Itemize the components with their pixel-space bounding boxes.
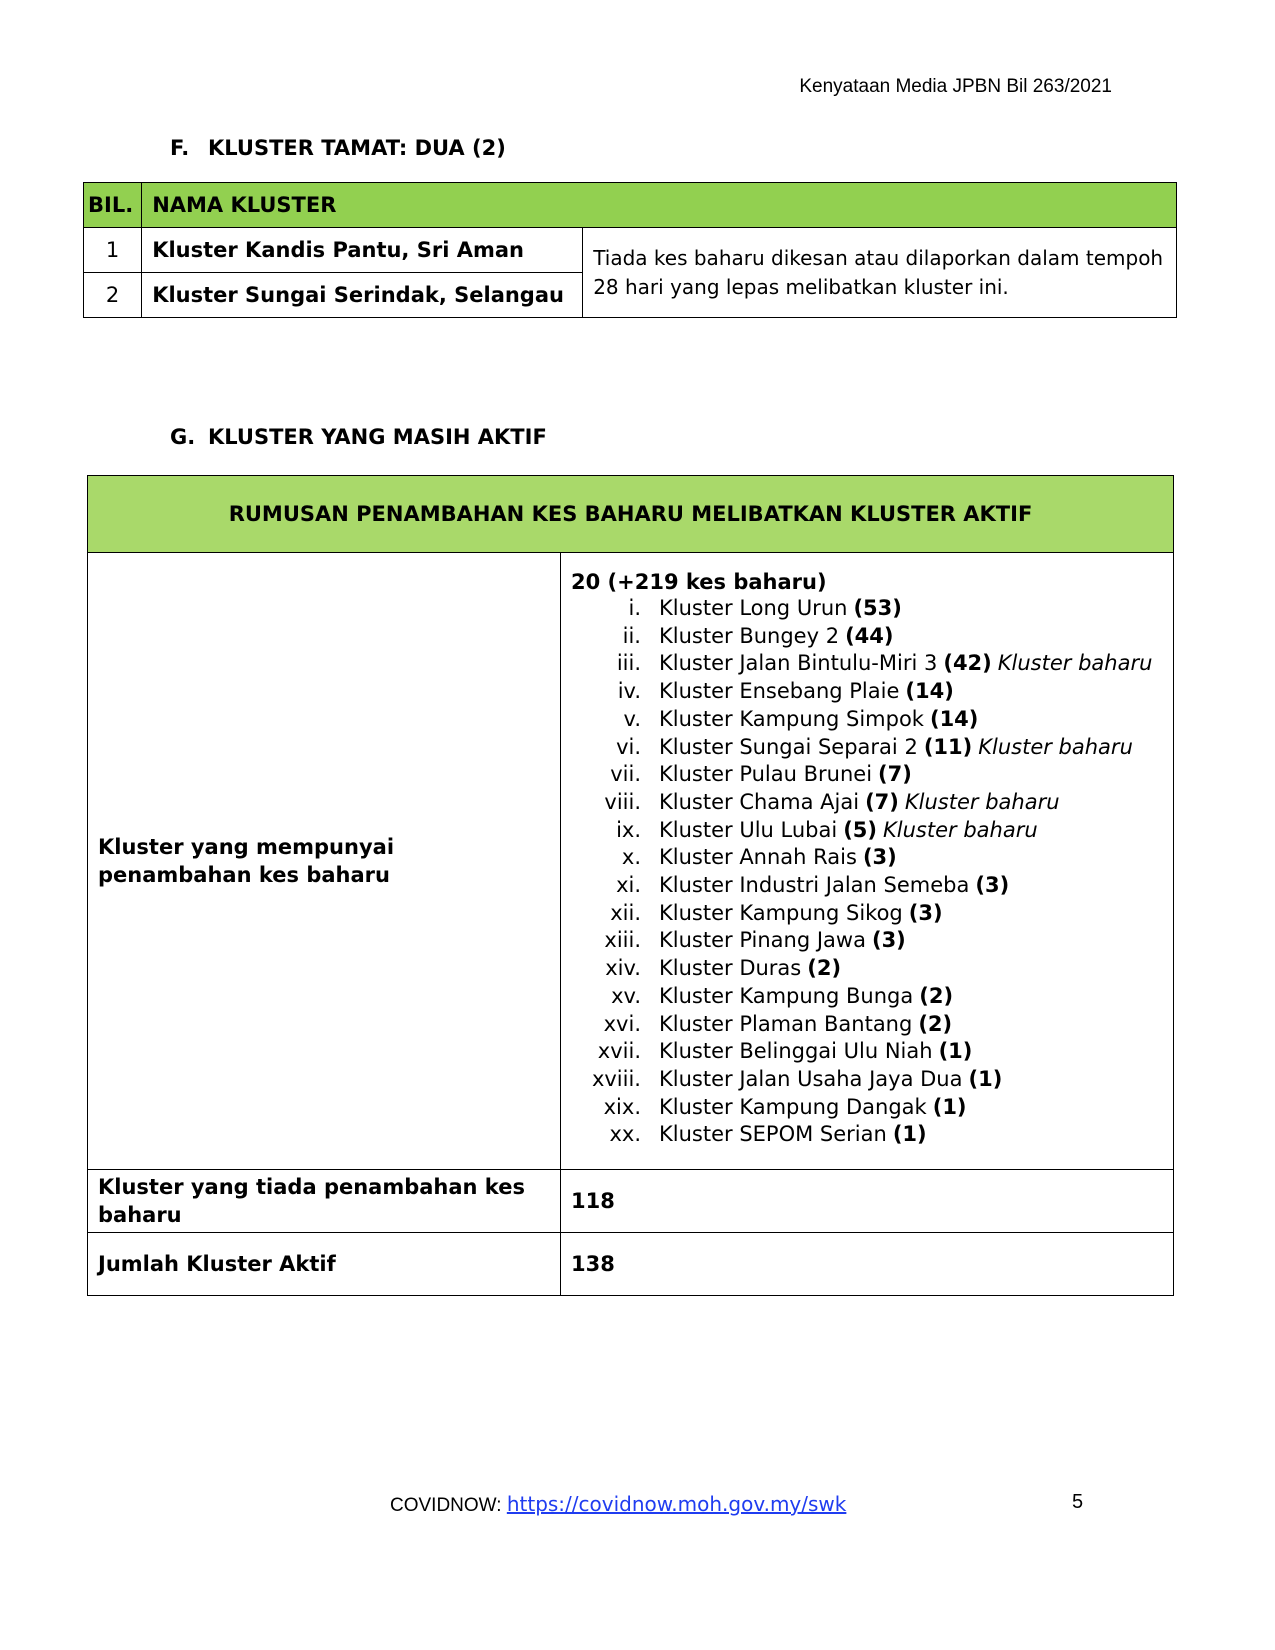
- list-item: [571, 900, 1163, 928]
- table-row: [84, 228, 1177, 273]
- table-row: [88, 1170, 1174, 1233]
- row-label-new-cases: Kluster yang mempunyai penambahan kes baharu: [88, 553, 561, 1170]
- list-item-case-count: (14): [929, 706, 979, 731]
- list-item-numeral: xviii.: [591, 1066, 641, 1091]
- list-item: [571, 872, 1163, 900]
- row-label-total-active: Jumlah Kluster Aktif: [88, 1233, 561, 1296]
- active-clusters-table: [87, 475, 1174, 1296]
- list-item-cluster-name: Kluster Ulu Lubai: [659, 817, 838, 842]
- list-item-numeral: ix.: [616, 817, 641, 842]
- list-item-cluster-name: Kluster Plaman Bantang: [659, 1011, 913, 1036]
- list-item-cluster-name: Kluster Belinggai Ulu Niah: [659, 1039, 933, 1064]
- list-item-case-count: (3): [975, 873, 1010, 898]
- list-item-case-count: (1): [938, 1039, 973, 1064]
- list-item-numeral: vi.: [616, 734, 641, 759]
- list-item-numeral: xiii.: [604, 928, 641, 953]
- total-active-count: 138: [561, 1233, 1174, 1296]
- list-item-case-count: (2): [807, 956, 842, 981]
- section-f-heading: KLUSTER TAMAT: DUA (2): [208, 136, 506, 160]
- section-g-heading: KLUSTER YANG MASIH AKTIF: [208, 425, 547, 449]
- list-item-numeral: vii.: [610, 762, 641, 787]
- list-item-numeral: i.: [628, 596, 641, 620]
- list-item-cluster-name: Kluster Kampung Simpok: [659, 706, 924, 731]
- table-row: [88, 1233, 1174, 1296]
- list-item-case-count: (42): [943, 651, 992, 676]
- list-item: [571, 734, 1163, 762]
- list-item: [571, 1038, 1163, 1066]
- list-item-case-count: (3): [871, 928, 906, 953]
- list-item-cluster-name: Kluster Long Urun: [659, 596, 848, 620]
- list-item-numeral: xiv.: [605, 956, 641, 981]
- list-item-case-count: (1): [892, 1122, 927, 1147]
- list-item-cluster-name: Kluster Kampung Bunga: [659, 983, 914, 1008]
- no-new-cases-count: 118: [561, 1170, 1174, 1233]
- list-item-case-count: (53): [853, 596, 902, 620]
- list-item-case-count: (3): [862, 845, 897, 870]
- list-item-cluster-name: Kluster Pinang Jawa: [659, 928, 866, 953]
- cluster-name: Kluster Kandis Pantu, Sri Aman: [142, 228, 583, 273]
- list-item-numeral: v.: [623, 706, 641, 731]
- list-item: [571, 955, 1163, 983]
- list-item-case-count: (44): [845, 623, 894, 648]
- list-item: [571, 789, 1163, 817]
- list-item-cluster-name: Kluster SEPOM Serian: [659, 1122, 887, 1147]
- list-item: [571, 1121, 1163, 1149]
- list-item: [571, 650, 1163, 678]
- list-item-case-count: (1): [932, 1094, 967, 1119]
- list-item-case-count: (11): [923, 734, 973, 759]
- list-item-numeral: viii.: [604, 789, 641, 814]
- list-item-cluster-name: Kluster Chama Ajai: [659, 789, 860, 814]
- covidnow-link[interactable]: https://covidnow.moh.gov.my/swk: [506, 1492, 847, 1516]
- list-item: [571, 595, 1163, 623]
- ended-cluster-note: Tiada kes baharu dikesan atau dilaporkan dalam tempoh 28 hari yang lepas melibatkan kluster ini.: [583, 228, 1177, 318]
- new-cases-cell: [561, 553, 1174, 1170]
- footer-prefix: COVIDNOW:: [390, 1495, 502, 1516]
- list-item-numeral: xvi.: [603, 1011, 641, 1036]
- list-item-case-count: (14): [905, 679, 954, 704]
- column-header-nama-kluster: NAMA KLUSTER: [142, 183, 1177, 228]
- list-item: [571, 678, 1163, 706]
- list-item-cluster-name: Kluster Pulau Brunei: [659, 762, 873, 787]
- document-reference: Kenyataan Media JPBN Bil 263/2021: [799, 76, 1112, 97]
- list-item-case-count: (5): [843, 817, 877, 842]
- list-item-case-count: (1): [968, 1066, 1003, 1091]
- list-item-case-count: (3): [908, 900, 943, 925]
- list-item-numeral: ii.: [622, 623, 641, 648]
- list-item: [571, 706, 1163, 734]
- section-g-letter: G.: [170, 425, 196, 449]
- new-cases-summary: 20 (+219 kes baharu): [571, 570, 827, 594]
- list-item-numeral: xx.: [609, 1122, 641, 1147]
- list-item-numeral: xvii.: [597, 1039, 641, 1064]
- column-header-bil: BIL.: [84, 183, 142, 228]
- list-item-case-count: (7): [878, 762, 912, 787]
- list-item-cluster-name: Kluster Sungai Separai 2: [659, 734, 918, 759]
- list-item: [571, 983, 1163, 1011]
- list-item: [571, 761, 1163, 789]
- list-item-numeral: xix.: [603, 1094, 641, 1119]
- cluster-list: [571, 595, 1163, 1149]
- list-item: [571, 1094, 1163, 1122]
- table-header-row: [88, 476, 1174, 553]
- list-item-case-count: (2): [919, 983, 954, 1008]
- list-item-new-cluster-tag: Kluster baharu: [978, 734, 1133, 759]
- list-item-numeral: iv.: [617, 679, 641, 704]
- list-item-cluster-name: Kluster Jalan Usaha Jaya Dua: [659, 1066, 963, 1091]
- list-item-numeral: xii.: [610, 900, 641, 925]
- list-item: [571, 1011, 1163, 1039]
- table-row: [88, 553, 1174, 1170]
- list-item-cluster-name: Kluster Ensebang Plaie: [659, 679, 900, 704]
- list-item-numeral: x.: [621, 845, 641, 870]
- list-item-numeral: xi.: [616, 873, 641, 898]
- row-number: 1: [84, 228, 142, 273]
- list-item-cluster-name: Kluster Kampung Dangak: [659, 1094, 927, 1119]
- list-item: [571, 844, 1163, 872]
- list-item-cluster-name: Kluster Annah Rais: [659, 845, 857, 870]
- list-item-cluster-name: Kluster Industri Jalan Semeba: [659, 873, 970, 898]
- table-header-row: [84, 183, 1177, 228]
- list-item-cluster-name: Kluster Duras: [659, 956, 802, 981]
- footer: [390, 1492, 846, 1517]
- list-item-cluster-name: Kluster Jalan Bintulu-Miri 3: [659, 651, 938, 676]
- summary-table-header: RUMUSAN PENAMBAHAN KES BAHARU MELIBATKAN KLUSTER AKTIF: [88, 476, 1174, 553]
- list-item-numeral: xv.: [611, 983, 641, 1008]
- cluster-name: Kluster Sungai Serindak, Selangau: [142, 273, 583, 318]
- row-number: 2: [84, 273, 142, 318]
- list-item-cluster-name: Kluster Kampung Sikog: [659, 900, 903, 925]
- list-item-new-cluster-tag: Kluster baharu: [883, 817, 1038, 842]
- section-f-letter: F.: [170, 136, 190, 160]
- list-item-new-cluster-tag: Kluster baharu: [997, 651, 1153, 676]
- list-item-case-count: (2): [918, 1011, 953, 1036]
- list-item: [571, 817, 1163, 845]
- list-item: [571, 623, 1163, 651]
- section-f-title: [170, 136, 506, 160]
- ended-clusters-table: [83, 182, 1177, 318]
- list-item-numeral: iii.: [616, 651, 641, 676]
- list-item: [571, 1066, 1163, 1094]
- page-number: 5: [1072, 1491, 1084, 1513]
- list-item-cluster-name: Kluster Bungey 2: [659, 623, 840, 648]
- section-g-title: [170, 425, 547, 449]
- row-label-no-new-cases: Kluster yang tiada penambahan kes baharu: [88, 1170, 561, 1233]
- list-item-case-count: (7): [865, 789, 899, 814]
- list-item: [571, 927, 1163, 955]
- list-item-new-cluster-tag: Kluster baharu: [904, 789, 1060, 814]
